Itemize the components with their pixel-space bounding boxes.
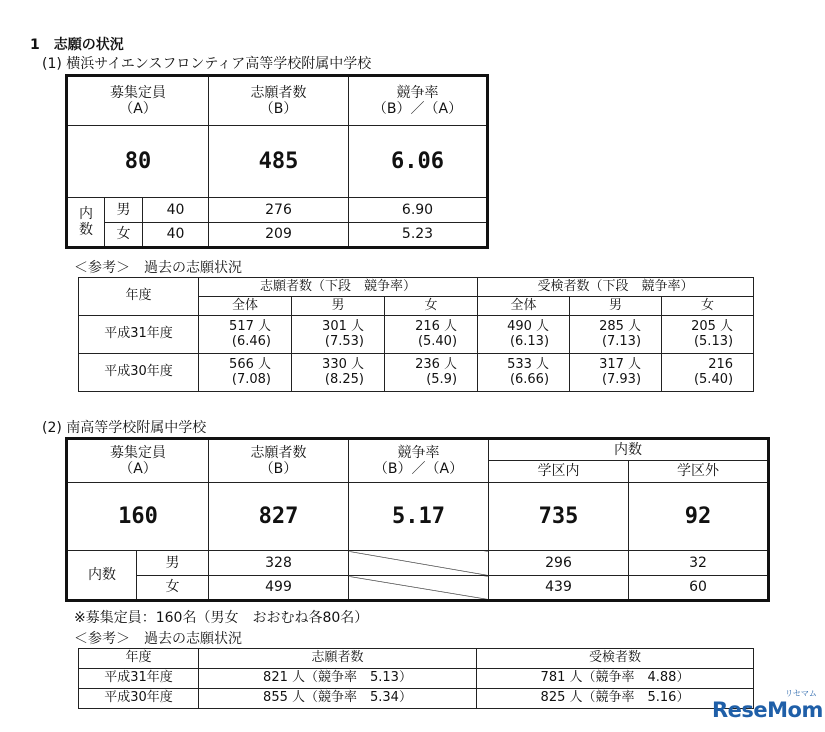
school2-reference-title: ＜参考＞ 過去の志願状況 xyxy=(74,631,242,647)
history-cell: 216 (5.40) xyxy=(662,354,754,392)
section-heading: 1 志願の状況 xyxy=(30,37,124,53)
history-examinees: 781 人（競争率 4.88） xyxy=(477,669,754,689)
male-applicants: 276 xyxy=(209,198,349,223)
col-header-capacity: 募集定員 （A） xyxy=(67,439,209,483)
history-examinees: 825 人（競争率 5.16） xyxy=(477,689,754,709)
breakdown-label: 内 数 xyxy=(67,198,105,248)
logo-small-text: リセマム xyxy=(784,689,817,698)
history-year-header: 年度 xyxy=(79,649,199,669)
col-header-ratio: 競争率 （B）／（A） xyxy=(349,76,488,126)
female-outside: 60 xyxy=(629,576,769,601)
sub-header: 女 xyxy=(385,297,478,316)
female-applicants: 209 xyxy=(209,223,349,248)
col-header-breakdown: 内数 xyxy=(489,439,769,461)
male-capacity: 40 xyxy=(143,198,209,223)
breakdown-label: 内数 xyxy=(67,551,137,601)
female-applicants: 499 xyxy=(209,576,349,601)
inside-value: 735 xyxy=(489,483,629,551)
table-row xyxy=(79,354,754,392)
history-applicants: 821 人（競争率 5.13） xyxy=(199,669,477,689)
history-year: 平成30年度 xyxy=(79,354,199,392)
applicants-value: 485 xyxy=(209,126,349,198)
school2-main-table xyxy=(65,437,770,602)
sub-header: 全体 xyxy=(478,297,570,316)
sub-header: 男 xyxy=(292,297,385,316)
male-label: 男 xyxy=(137,551,209,576)
female-ratio-blank xyxy=(349,576,489,601)
sub-header: 女 xyxy=(662,297,754,316)
logo-wordmark: ReseMom xyxy=(712,698,823,722)
history-cell: 533 人 (6.66) xyxy=(478,354,570,392)
capacity-value: 160 xyxy=(67,483,209,551)
ratio-value: 6.06 xyxy=(349,126,488,198)
history-applicants-header: 志願者数 xyxy=(199,649,477,669)
history-cell: 517 人 (6.46) xyxy=(199,316,292,354)
male-ratio: 6.90 xyxy=(349,198,488,223)
history-cell: 317 人 (7.93) xyxy=(570,354,662,392)
male-outside: 32 xyxy=(629,551,769,576)
col-header-capacity: 募集定員 （A） xyxy=(67,76,209,126)
history-year: 平成30年度 xyxy=(79,689,199,709)
capacity-value: 80 xyxy=(67,126,209,198)
school1-history-table xyxy=(78,277,754,392)
female-capacity: 40 xyxy=(143,223,209,248)
ratio-value: 5.17 xyxy=(349,483,489,551)
history-cell: 216 人 (5.40) xyxy=(385,316,478,354)
school2-note: ※募集定員：160名（男女 おおむね各80名） xyxy=(74,610,369,626)
history-cell: 490 人 (6.13) xyxy=(478,316,570,354)
table-row xyxy=(79,669,754,689)
male-label: 男 xyxy=(105,198,143,223)
col-header-outside: 学区外 xyxy=(629,461,769,483)
col-header-applicants: 志願者数 （B） xyxy=(209,439,349,483)
sub-header: 男 xyxy=(570,297,662,316)
female-inside: 439 xyxy=(489,576,629,601)
female-label: 女 xyxy=(105,223,143,248)
history-applicants-header: 志願者数（下段 競争率） xyxy=(199,278,478,297)
male-ratio-blank xyxy=(349,551,489,576)
col-header-applicants: 志願者数 （B） xyxy=(209,76,349,126)
outside-value: 92 xyxy=(629,483,769,551)
applicants-value: 827 xyxy=(209,483,349,551)
female-ratio: 5.23 xyxy=(349,223,488,248)
school2-title: (2) 南高等学校附属中学校 xyxy=(42,420,207,436)
male-applicants: 328 xyxy=(209,551,349,576)
history-applicants: 855 人（競争率 5.34） xyxy=(199,689,477,709)
school1-main-table xyxy=(65,74,489,249)
school1-reference-title: ＜参考＞ 過去の志願状況 xyxy=(74,260,242,276)
history-year: 平成31年度 xyxy=(79,669,199,689)
col-header-ratio: 競争率 （B）／（A） xyxy=(349,439,489,483)
history-cell: 205 人 (5.13) xyxy=(662,316,754,354)
history-year: 平成31年度 xyxy=(79,316,199,354)
school1-title: (1) 横浜サイエンスフロンティア高等学校附属中学校 xyxy=(42,56,372,72)
history-cell: 330 人 (8.25) xyxy=(292,354,385,392)
history-cell: 285 人 (7.13) xyxy=(570,316,662,354)
resemom-logo xyxy=(712,690,823,722)
school2-history-table xyxy=(78,648,754,709)
male-inside: 296 xyxy=(489,551,629,576)
table-row xyxy=(79,316,754,354)
table-row xyxy=(79,689,754,709)
col-header-inside: 学区内 xyxy=(489,461,629,483)
sub-header: 全体 xyxy=(199,297,292,316)
history-cell: 236 人 (5.9) xyxy=(385,354,478,392)
history-cell: 301 人 (7.53) xyxy=(292,316,385,354)
history-examinees-header: 受検者数（下段 競争率） xyxy=(478,278,754,297)
female-label: 女 xyxy=(137,576,209,601)
history-year-header: 年度 xyxy=(79,278,199,316)
history-cell: 566 人 (7.08) xyxy=(199,354,292,392)
history-examinees-header: 受検者数 xyxy=(477,649,754,669)
